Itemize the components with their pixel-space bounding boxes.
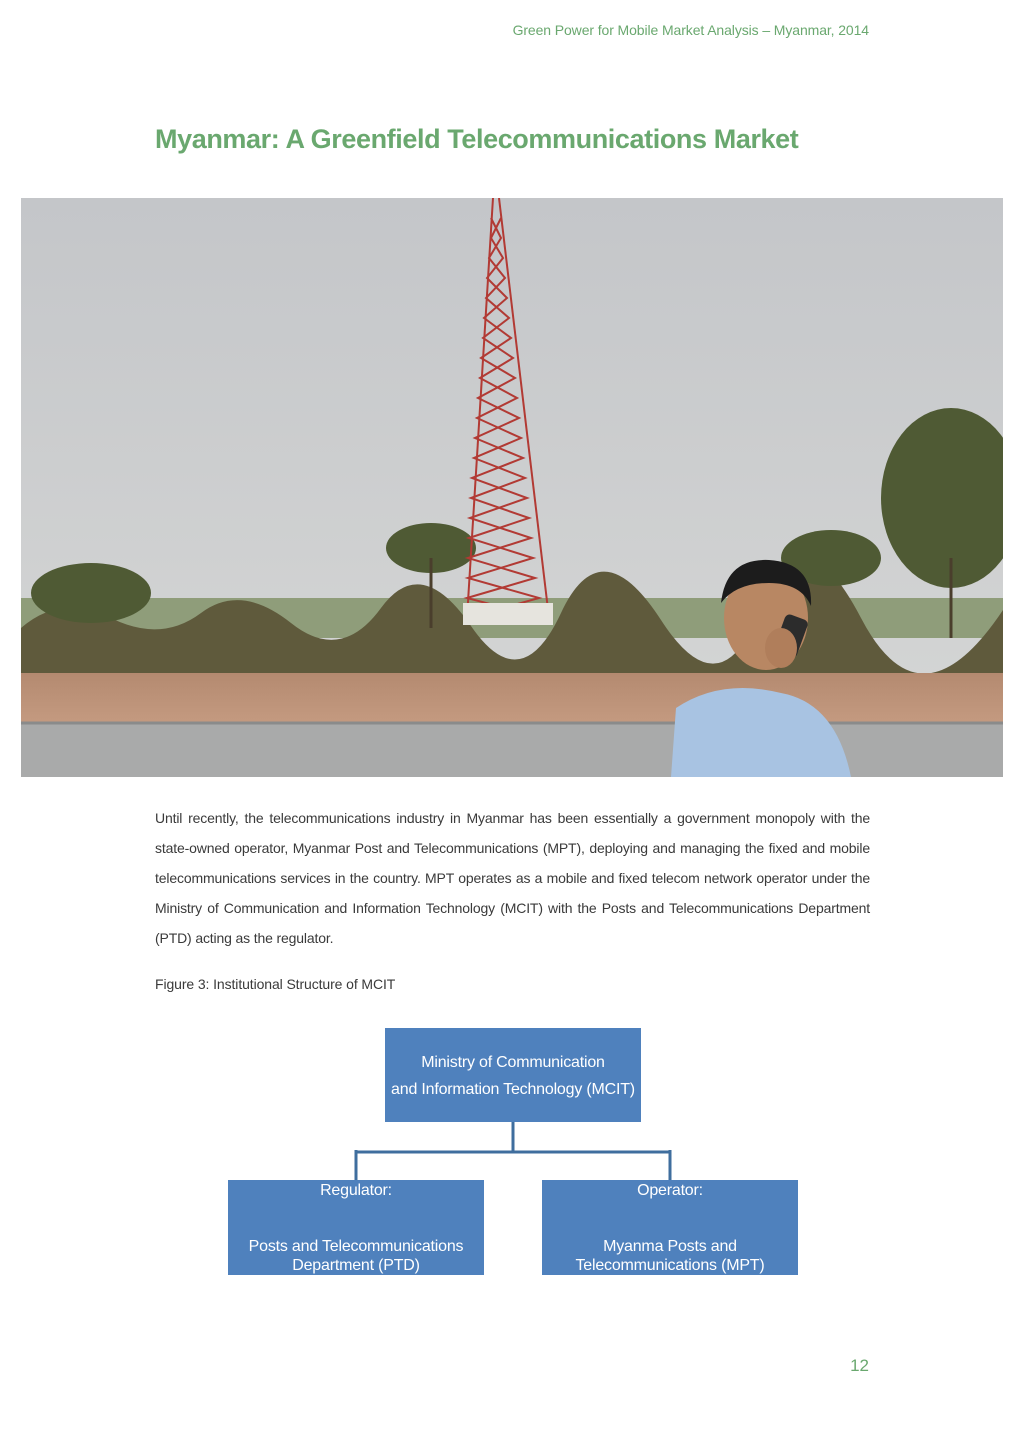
operator-unit-line2: Telecommunications (MPT) [575,1257,765,1274]
org-box-mcit [385,1028,641,1122]
regulator-unit-line2: Department (PTD) [292,1257,420,1274]
body-paragraph: Until recently, the telecommunications industry in Myanmar has been essentially a government monopoly with the state-owned operator, Myanmar Post and Telecommunications (MPT), deploying and managing the fixed and mobile telecommunications services in the country. MPT operates as a mobile and fixed telecom network operator under the Ministry of Communication and Information Technology (MCIT) with the Posts and Telecommunications Department (PTD) acting as the regulator. [155,810,870,946]
regulator-unit-line1: Posts and Telecommunications [248,1238,464,1255]
operator-role: Operator: [637,1182,703,1199]
regulator-unit [228,1237,484,1275]
regulator-role: Regulator: [320,1182,392,1199]
operator-unit [542,1237,798,1275]
operator-unit-line1: Myanma Posts and [603,1238,737,1255]
page-title: Myanmar: A Greenfield Telecommunications Market [155,124,799,154]
tower-photo [21,198,1003,777]
mcit-line2: and Information Technology (MCIT) [391,1081,635,1098]
org-chart [228,1028,800,1278]
running-header: Green Power for Mobile Market Analysis – Myanmar, 2014 [512,22,869,38]
page-number: 12 [850,1356,869,1375]
org-box-operator [542,1180,798,1275]
figure-caption: Figure 3: Institutional Structure of MCIT [155,976,396,992]
mcit-line1: Ministry of Communication [421,1054,605,1071]
org-box-regulator [228,1180,484,1275]
